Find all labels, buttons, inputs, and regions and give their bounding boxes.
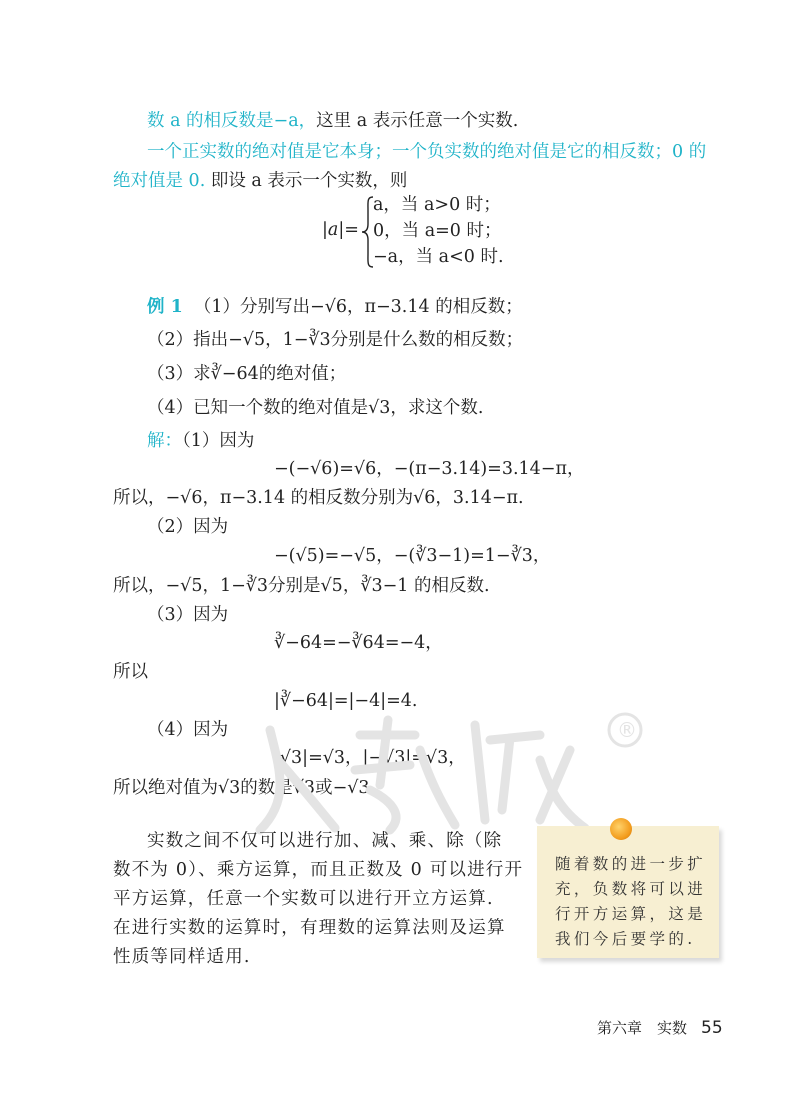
pushpin-icon	[610, 818, 632, 840]
solution-label: 解：	[147, 431, 182, 451]
page-number: 55	[701, 1018, 723, 1038]
abs-rule-tail: 即设 a 表示一个实数，则	[210, 171, 408, 191]
solution-s2-intro: （2）因为	[147, 517, 229, 537]
paragraph-line-5: 性质等同样适用.	[113, 947, 251, 967]
solution-s4-conclusion: 所以绝对值为√3的数是√3或−√3.	[113, 778, 376, 798]
abs-rule-line1: 一个正实数的绝对值是它本身；一个负实数的绝对值是它的相反数；0 的	[147, 142, 707, 162]
solution-s2-equation: −(√5)=−√5，−(∛3−1)=1−∛3，	[274, 546, 551, 566]
abs-rule-line2	[113, 168, 407, 194]
example-part2: （2）指出−√5，1−∛3分别是什么数的相反数；	[147, 330, 524, 350]
solution-s1-equation: −(−√6)=√6，−(π−3.14)=3.14−π，	[274, 459, 585, 479]
opposite-rule: 数 a 的相反数是−a，	[147, 111, 317, 131]
abs-rule-zero: 绝对值是 0.	[113, 171, 206, 191]
watermark-logo	[240, 690, 660, 840]
solution-s3-equation2: |∛−64|=|−4|=4.	[274, 691, 418, 711]
solution-intro-line	[147, 428, 254, 454]
solution-s3-intro: （3）因为	[147, 605, 229, 625]
piecewise-case1: a，当 a>0 时；	[373, 195, 501, 215]
paragraph-line-3: 平方运算，任意一个实数可以进行开立方运算.	[113, 889, 494, 909]
page-footer	[597, 1017, 723, 1038]
side-note	[537, 826, 719, 958]
piecewise-case2: 0，当 a=0 时；	[373, 221, 502, 241]
example-part3: （3）求∛−64的绝对值；	[147, 364, 347, 384]
solution-s3-conclusion: 所以	[113, 662, 148, 682]
example-part1-line	[147, 294, 523, 320]
solution-s3-equation: ∛−64=−∛64=−4，	[274, 633, 443, 653]
side-note-text: 随着数的进一步扩充，负数将可以进行开方运算，这是我们今后要学的.	[555, 855, 707, 948]
solution-s1-conclusion: 所以，−√6，π−3.14 的相反数分别为√6，3.14−π.	[113, 488, 524, 508]
footer-chapter: 第六章 实数	[597, 1019, 688, 1037]
solution-s4-equation: |√3|=√3，|−√3|=√3，	[274, 748, 466, 768]
piecewise-case3: −a，当 a<0 时.	[373, 247, 504, 267]
solution-s1-intro: （1）因为	[182, 431, 255, 451]
example-part4: （4）已知一个数的绝对值是√3，求这个数.	[147, 398, 484, 418]
paragraph-line-2: 数不为 0）、乘方运算，而且正数及 0 可以进行开	[113, 860, 524, 880]
solution-s2-conclusion: 所以，−√5，1−∛3分别是√5，∛3−1 的相反数.	[113, 576, 490, 596]
opposite-definition	[147, 108, 518, 134]
piecewise-lhs: |a|=	[322, 220, 359, 240]
solution-s4-intro: （4）因为	[147, 720, 229, 740]
paragraph-line-1: 实数之间不仅可以进行加、减、乘、除（除	[147, 831, 503, 851]
paragraph-line-4: 在进行实数的运算时，有理数的运算法则及运算	[113, 918, 506, 938]
opposite-tail: 这里 a 表示任意一个实数.	[316, 111, 519, 131]
watermark-registered-mark: ®	[617, 718, 637, 742]
example-part1: （1）分别写出−√6，π−3.14 的相反数；	[193, 297, 523, 317]
example-label: 例 1	[147, 297, 183, 317]
